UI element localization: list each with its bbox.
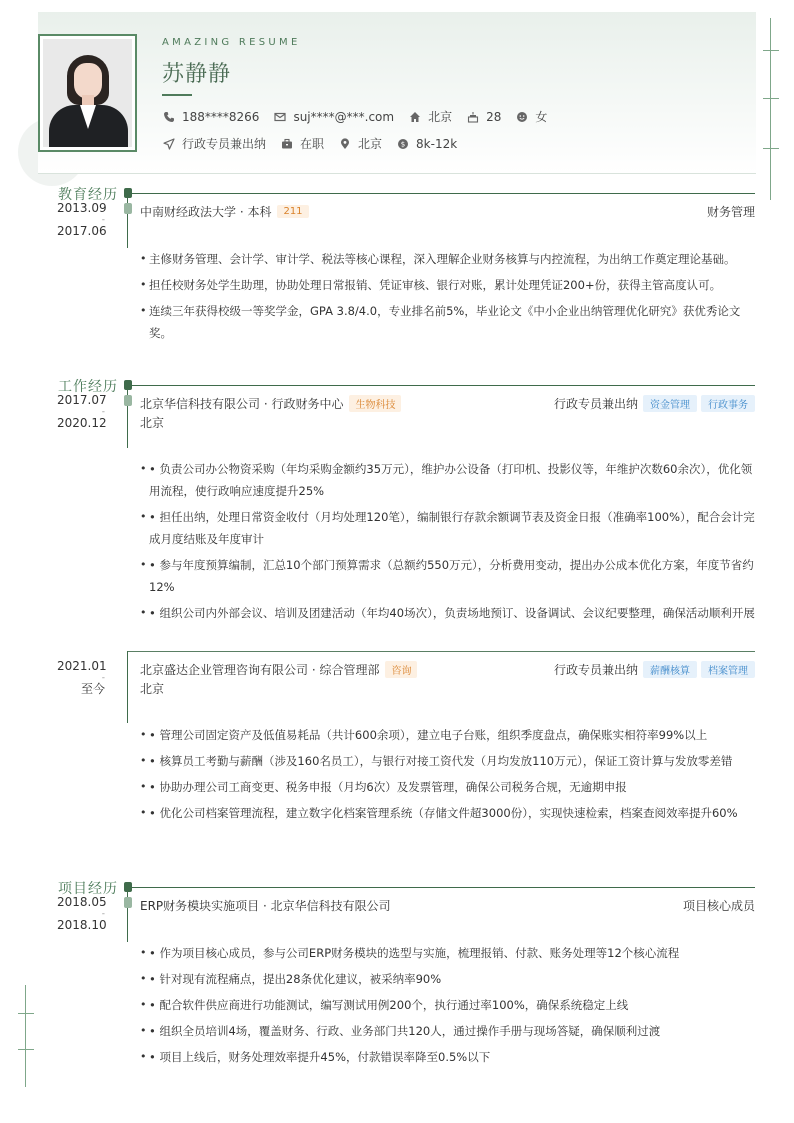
decorative-tick bbox=[18, 1049, 34, 1050]
project-date: 2018.05 - 2018.10 bbox=[57, 895, 107, 932]
send-icon bbox=[162, 137, 176, 151]
school-tag: 211 bbox=[277, 205, 308, 218]
work-city: 北京 bbox=[140, 682, 165, 696]
list-item: • 担任校财务处学生助理，协助处理日常报销、凭证审核、银行对账，累计处理凭证200+份，获得主管高度认可。 bbox=[140, 274, 755, 296]
list-item: • • 担任出纳，处理日常资金收付（月均处理120笔），编制银行存款余额调节表及资金日报（准确率100%），配合会计完成月度结账及年度审计 bbox=[140, 506, 755, 550]
phone-icon bbox=[162, 110, 176, 124]
list-item: • • 参与年度预算编制，汇总10个部门预算需求（总额约550万元），分析费用变动，提出办公成本优化方案，年度节省约12% bbox=[140, 554, 755, 598]
decorative-tick bbox=[763, 148, 779, 149]
candidate-name: 苏静静 bbox=[162, 62, 232, 87]
decorative-line bbox=[25, 985, 26, 1087]
company-name: 北京盛达企业管理咨询有限公司 · 综合管理部 咨询 bbox=[140, 661, 417, 678]
section-title-work: 工作经历 bbox=[58, 379, 118, 395]
email-info: suj****@***.com bbox=[273, 110, 394, 124]
list-item: • 连续三年获得校级一等奖学金，GPA 3.8/4.0，专业排名前5%，毕业论文《中小企业出纳管理优化研究》获优秀论文奖。 bbox=[140, 300, 755, 344]
home-info: 北京 bbox=[408, 108, 452, 125]
list-item: • • 负责公司办公物资采购（年均采购金额约35万元），维护办公设备（打印机、投影仪等，年维护次数60余次），优化领用流程，使行政响应速度提升25% bbox=[140, 458, 755, 502]
work-date: 2021.01 - 至今 bbox=[57, 659, 107, 696]
skill-tag: 薪酬核算 bbox=[643, 661, 697, 678]
list-item: • • 项目上线后，财务处理效率提升45%，付款错误率降至0.5%以下 bbox=[140, 1046, 755, 1068]
list-item: • • 组织公司内外部会议、培训及团建活动（年均40场次），负责场地预订、设备调试、会议纪要整理，确保活动顺利开展 bbox=[140, 602, 755, 624]
decorative-tick bbox=[18, 1013, 34, 1014]
list-item: • • 核算员工考勤与薪酬（涉及160名员工），与银行对接工资代发（月均发放110万元），保证工资计算与发放零差错 bbox=[140, 750, 755, 772]
section-title-education: 教育经历 bbox=[58, 187, 118, 203]
item-marker bbox=[124, 395, 132, 406]
decorative-tick bbox=[763, 98, 779, 99]
home-icon bbox=[408, 110, 422, 124]
work-date: 2017.07 - 2020.12 bbox=[57, 393, 107, 430]
skill-tag: 资金管理 bbox=[643, 395, 697, 412]
item-marker bbox=[124, 897, 132, 908]
item-marker bbox=[124, 203, 132, 214]
decorative-line bbox=[770, 18, 771, 200]
job-status-info: 在职 bbox=[280, 135, 324, 152]
job-intent-row bbox=[162, 135, 471, 152]
job-role: 行政专员兼出纳 薪酬核算 档案管理 bbox=[554, 661, 755, 678]
industry-tag: 咨询 bbox=[385, 661, 417, 678]
skill-tag: 档案管理 bbox=[701, 661, 755, 678]
age-info: 28 bbox=[466, 110, 501, 124]
name-underline bbox=[162, 94, 192, 96]
resume-header bbox=[38, 12, 756, 174]
work-bullets bbox=[140, 724, 755, 828]
item-line bbox=[128, 651, 755, 652]
education-bullets bbox=[140, 248, 755, 348]
section-marker bbox=[124, 882, 132, 892]
list-item: • • 管理公司固定资产及低值易耗品（共计600余项），建立电子台账，组织季度盘点，确保账实相符率99%以上 bbox=[140, 724, 755, 746]
gender-info: 女 bbox=[515, 108, 547, 125]
timeline-line bbox=[127, 651, 128, 723]
education-date: 2013.09 - 2017.06 bbox=[57, 201, 107, 238]
list-item: • • 配合软件供应商进行功能测试，编写测试用例200个，执行通过率100%，确保系统稳定上线 bbox=[140, 994, 755, 1016]
work-city: 北京 bbox=[140, 416, 165, 430]
work-bullets bbox=[140, 458, 755, 628]
job-role: 行政专员兼出纳 资金管理 行政事务 bbox=[554, 395, 755, 412]
profile-photo bbox=[38, 34, 137, 152]
contact-row bbox=[162, 108, 561, 125]
section-line bbox=[127, 193, 755, 194]
school-name: 中南财经政法大学 · 本科 211 bbox=[140, 203, 309, 220]
resume-subtitle: AMAZING RESUME bbox=[162, 37, 301, 48]
section-title-projects: 项目经历 bbox=[58, 881, 118, 897]
briefcase-icon bbox=[280, 137, 294, 151]
major: 财务管理 bbox=[706, 205, 755, 219]
target-city-info: 北京 bbox=[338, 135, 382, 152]
section-marker bbox=[124, 380, 132, 390]
decorative-tick bbox=[763, 50, 779, 51]
section-marker bbox=[124, 188, 132, 198]
section-line bbox=[127, 385, 755, 386]
phone-info: 188****8266 bbox=[162, 110, 259, 124]
gender-icon bbox=[515, 110, 529, 124]
mail-icon bbox=[273, 110, 287, 124]
company-name: 北京华信科技有限公司 · 行政财务中心 生物科技 bbox=[140, 395, 401, 412]
list-item: • • 针对现有流程痛点，提出28条优化建议，被采纳率90% bbox=[140, 968, 755, 990]
salary-icon bbox=[396, 137, 410, 151]
list-item: • 主修财务管理、会计学、审计学、税法等核心课程，深入理解企业财务核算与内控流程，为出纳工作奠定理论基础。 bbox=[140, 248, 755, 270]
project-role: 项目核心成员 bbox=[682, 899, 755, 913]
list-item: • • 作为项目核心成员，参与公司ERP财务模块的选型与实施，梳理报销、付款、账务处理等12个核心流程 bbox=[140, 942, 755, 964]
target-position-info: 行政专员兼出纳 bbox=[162, 135, 266, 152]
skill-tag: 行政事务 bbox=[701, 395, 755, 412]
svg-text:$: $ bbox=[400, 140, 406, 149]
salary-info: $ 8k-12k bbox=[396, 137, 457, 151]
age-icon bbox=[466, 110, 480, 124]
industry-tag: 生物科技 bbox=[349, 395, 401, 412]
list-item: • • 优化公司档案管理流程，建立数字化档案管理系统（存储文件超3000份），实现快速检索，档案查阅效率提升60% bbox=[140, 802, 755, 824]
list-item: • • 组织全员培训4场，覆盖财务、行政、业务部门共120人，通过操作手册与现场答疑，确保顺利过渡 bbox=[140, 1020, 755, 1042]
location-pin-icon bbox=[338, 137, 352, 151]
project-bullets bbox=[140, 942, 755, 1072]
list-item: • • 协助办理公司工商变更、税务申报（月均6次）及发票管理，确保公司税务合规，无逾期申报 bbox=[140, 776, 755, 798]
section-line bbox=[127, 887, 755, 888]
project-name: ERP财务模块实施项目 · 北京华信科技有限公司 bbox=[140, 899, 391, 913]
